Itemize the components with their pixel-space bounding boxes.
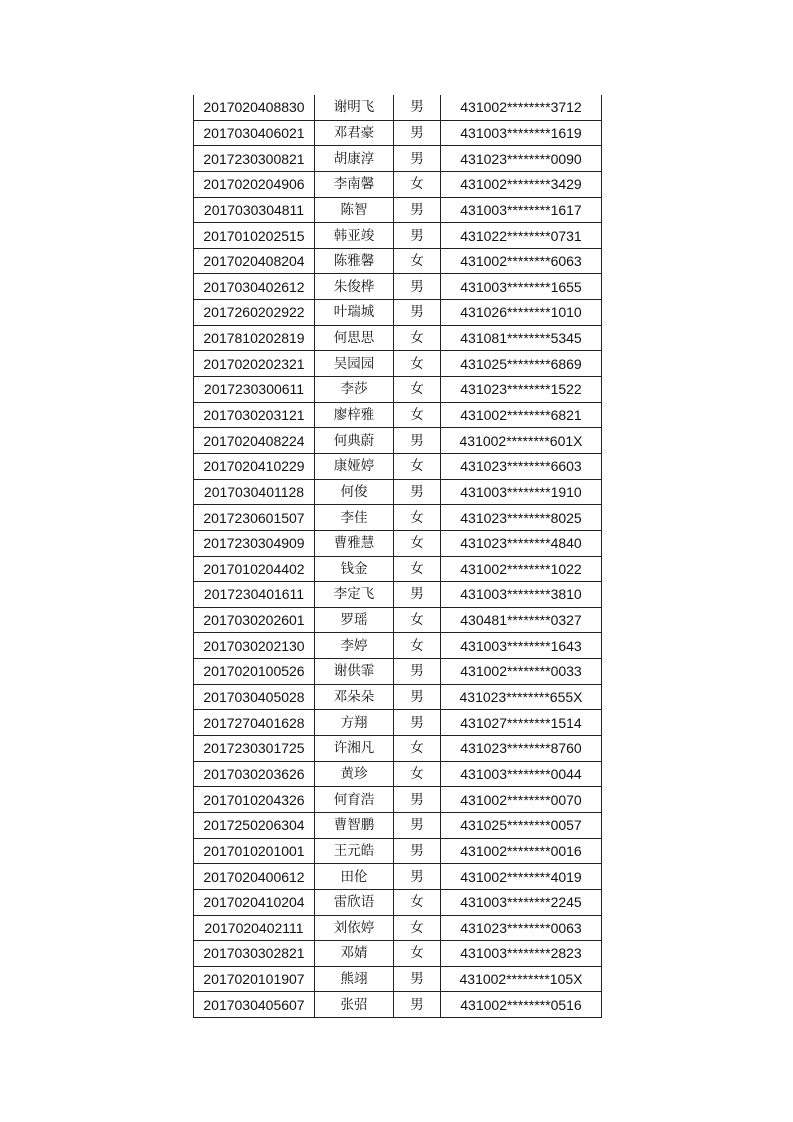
student-id-cell: 2017030202601	[194, 607, 315, 633]
name-cell: 李南馨	[315, 171, 394, 197]
student-id-cell: 2017270401628	[194, 710, 315, 736]
student-id-cell: 2017020408224	[194, 428, 315, 454]
name-cell: 廖梓雅	[315, 402, 394, 428]
table-row	[194, 146, 602, 172]
table-row	[194, 530, 602, 556]
gender-cell: 女	[394, 171, 441, 197]
student-id-cell: 2017020400612	[194, 864, 315, 890]
gender-cell: 男	[394, 864, 441, 890]
gender-cell: 女	[394, 633, 441, 659]
table-row	[194, 659, 602, 685]
table-row	[194, 351, 602, 377]
name-cell: 谢供霏	[315, 659, 394, 685]
gender-cell: 女	[394, 941, 441, 967]
table-row	[194, 556, 602, 582]
table-row	[194, 761, 602, 787]
table-row	[194, 453, 602, 479]
table-row	[194, 915, 602, 941]
gender-cell: 女	[394, 351, 441, 377]
name-cell: 胡康淳	[315, 146, 394, 172]
id-number-cell: 431002********3712	[441, 95, 602, 120]
name-cell: 叶瑞城	[315, 300, 394, 326]
gender-cell: 女	[394, 248, 441, 274]
id-number-cell: 431022********0731	[441, 223, 602, 249]
id-number-cell: 431002********601X	[441, 428, 602, 454]
id-number-cell: 430481********0327	[441, 607, 602, 633]
name-cell: 熊翊	[315, 966, 394, 992]
student-id-cell: 2017020204906	[194, 171, 315, 197]
name-cell: 朱俊桦	[315, 274, 394, 300]
table-row	[194, 505, 602, 531]
name-cell: 何典蔚	[315, 428, 394, 454]
student-id-cell: 2017020410229	[194, 453, 315, 479]
student-id-cell: 2017030405028	[194, 684, 315, 710]
table-row	[194, 95, 602, 120]
id-number-cell: 431025********0057	[441, 812, 602, 838]
id-number-cell: 431003********3810	[441, 582, 602, 608]
table-row	[194, 479, 602, 505]
id-number-cell: 431002********6821	[441, 402, 602, 428]
id-number-cell: 431002********3429	[441, 171, 602, 197]
gender-cell: 男	[394, 787, 441, 813]
gender-cell: 男	[394, 146, 441, 172]
id-number-cell: 431023********0063	[441, 915, 602, 941]
student-id-cell: 2017030203121	[194, 402, 315, 428]
gender-cell: 女	[394, 736, 441, 762]
table-row	[194, 402, 602, 428]
id-number-cell: 431002********0516	[441, 992, 602, 1018]
gender-cell: 男	[394, 95, 441, 120]
table-row	[194, 325, 602, 351]
student-id-cell: 2017250206304	[194, 812, 315, 838]
student-id-cell: 2017030304811	[194, 197, 315, 223]
table-row	[194, 582, 602, 608]
id-number-cell: 431023********8025	[441, 505, 602, 531]
table-row	[194, 941, 602, 967]
table-row	[194, 812, 602, 838]
student-id-cell: 2017030405607	[194, 992, 315, 1018]
name-cell: 许湘凡	[315, 736, 394, 762]
name-cell: 邓婧	[315, 941, 394, 967]
table-row	[194, 992, 602, 1018]
id-number-cell: 431023********8760	[441, 736, 602, 762]
table-row	[194, 633, 602, 659]
name-cell: 刘依婷	[315, 915, 394, 941]
name-cell: 李婷	[315, 633, 394, 659]
student-id-cell: 2017020408204	[194, 248, 315, 274]
table-row	[194, 377, 602, 403]
id-number-cell: 431003********1619	[441, 120, 602, 146]
name-cell: 陈雅馨	[315, 248, 394, 274]
gender-cell: 男	[394, 684, 441, 710]
student-id-cell: 2017020101907	[194, 966, 315, 992]
table-row	[194, 864, 602, 890]
student-id-cell: 2017030203626	[194, 761, 315, 787]
table-row	[194, 197, 602, 223]
gender-cell: 女	[394, 556, 441, 582]
gender-cell: 男	[394, 992, 441, 1018]
student-id-cell: 2017230300821	[194, 146, 315, 172]
student-id-cell: 2017020410204	[194, 889, 315, 915]
student-id-cell: 2017230401611	[194, 582, 315, 608]
student-id-cell: 2017030401128	[194, 479, 315, 505]
student-id-cell: 2017020202321	[194, 351, 315, 377]
table-row	[194, 684, 602, 710]
name-cell: 陈智	[315, 197, 394, 223]
id-number-cell: 431023********0090	[441, 146, 602, 172]
table-row	[194, 274, 602, 300]
gender-cell: 男	[394, 812, 441, 838]
table-row	[194, 248, 602, 274]
name-cell: 雷欣语	[315, 889, 394, 915]
student-id-cell: 2017230601507	[194, 505, 315, 531]
name-cell: 黄珍	[315, 761, 394, 787]
gender-cell: 女	[394, 402, 441, 428]
name-cell: 何俊	[315, 479, 394, 505]
id-number-cell: 431002********1022	[441, 556, 602, 582]
name-cell: 吴园园	[315, 351, 394, 377]
student-id-cell: 2017010204402	[194, 556, 315, 582]
student-table	[193, 95, 602, 1018]
table-row	[194, 300, 602, 326]
name-cell: 邓朵朵	[315, 684, 394, 710]
name-cell: 曹智鹏	[315, 812, 394, 838]
gender-cell: 男	[394, 428, 441, 454]
table-row	[194, 171, 602, 197]
student-table-body	[194, 95, 602, 1018]
id-number-cell: 431003********1910	[441, 479, 602, 505]
gender-cell: 男	[394, 479, 441, 505]
table-row	[194, 838, 602, 864]
student-id-cell: 2017810202819	[194, 325, 315, 351]
student-id-cell: 2017020402111	[194, 915, 315, 941]
id-number-cell: 431023********6603	[441, 453, 602, 479]
student-id-cell: 2017030406021	[194, 120, 315, 146]
table-row	[194, 120, 602, 146]
student-id-cell: 2017010204326	[194, 787, 315, 813]
id-number-cell: 431026********1010	[441, 300, 602, 326]
name-cell: 方翔	[315, 710, 394, 736]
id-number-cell: 431003********2245	[441, 889, 602, 915]
student-id-cell: 2017010202515	[194, 223, 315, 249]
gender-cell: 女	[394, 505, 441, 531]
id-number-cell: 431081********5345	[441, 325, 602, 351]
student-id-cell: 2017020100526	[194, 659, 315, 685]
name-cell: 谢明飞	[315, 95, 394, 120]
table-row	[194, 966, 602, 992]
name-cell: 邓君豪	[315, 120, 394, 146]
name-cell: 罗瑶	[315, 607, 394, 633]
gender-cell: 女	[394, 530, 441, 556]
gender-cell: 女	[394, 377, 441, 403]
gender-cell: 女	[394, 915, 441, 941]
table-row	[194, 736, 602, 762]
name-cell: 何思思	[315, 325, 394, 351]
table-row	[194, 607, 602, 633]
gender-cell: 男	[394, 838, 441, 864]
name-cell: 康娅婷	[315, 453, 394, 479]
student-id-cell: 2017030402612	[194, 274, 315, 300]
student-id-cell: 2017030302821	[194, 941, 315, 967]
student-id-cell: 2017030202130	[194, 633, 315, 659]
id-number-cell: 431003********1617	[441, 197, 602, 223]
id-number-cell: 431002********6063	[441, 248, 602, 274]
name-cell: 钱金	[315, 556, 394, 582]
id-number-cell: 431002********0033	[441, 659, 602, 685]
id-number-cell: 431025********6869	[441, 351, 602, 377]
table-row	[194, 428, 602, 454]
id-number-cell: 431003********1643	[441, 633, 602, 659]
table-row	[194, 889, 602, 915]
id-number-cell: 431002********0016	[441, 838, 602, 864]
id-number-cell: 431023********1522	[441, 377, 602, 403]
name-cell: 李定飞	[315, 582, 394, 608]
table-row	[194, 223, 602, 249]
id-number-cell: 431002********0070	[441, 787, 602, 813]
table-row	[194, 710, 602, 736]
gender-cell: 女	[394, 453, 441, 479]
name-cell: 王元皓	[315, 838, 394, 864]
student-id-cell: 2017260202922	[194, 300, 315, 326]
name-cell: 曹雅慧	[315, 530, 394, 556]
gender-cell: 女	[394, 889, 441, 915]
id-number-cell: 431002********105X	[441, 966, 602, 992]
gender-cell: 男	[394, 300, 441, 326]
gender-cell: 男	[394, 120, 441, 146]
gender-cell: 男	[394, 659, 441, 685]
id-number-cell: 431023********655X	[441, 684, 602, 710]
name-cell: 李佳	[315, 505, 394, 531]
id-number-cell: 431002********4019	[441, 864, 602, 890]
gender-cell: 男	[394, 582, 441, 608]
student-id-cell: 2017230301725	[194, 736, 315, 762]
gender-cell: 女	[394, 761, 441, 787]
gender-cell: 男	[394, 966, 441, 992]
gender-cell: 男	[394, 274, 441, 300]
gender-cell: 女	[394, 325, 441, 351]
name-cell: 田伦	[315, 864, 394, 890]
name-cell: 韩亚竣	[315, 223, 394, 249]
student-id-cell: 2017010201001	[194, 838, 315, 864]
id-number-cell: 431023********4840	[441, 530, 602, 556]
gender-cell: 男	[394, 710, 441, 736]
gender-cell: 男	[394, 197, 441, 223]
student-id-cell: 2017230304909	[194, 530, 315, 556]
name-cell: 张弨	[315, 992, 394, 1018]
name-cell: 何育浩	[315, 787, 394, 813]
student-id-cell: 2017020408830	[194, 95, 315, 120]
name-cell: 李莎	[315, 377, 394, 403]
id-number-cell: 431027********1514	[441, 710, 602, 736]
table-row	[194, 787, 602, 813]
id-number-cell: 431003********0044	[441, 761, 602, 787]
gender-cell: 女	[394, 607, 441, 633]
id-number-cell: 431003********2823	[441, 941, 602, 967]
student-id-cell: 2017230300611	[194, 377, 315, 403]
id-number-cell: 431003********1655	[441, 274, 602, 300]
gender-cell: 男	[394, 223, 441, 249]
